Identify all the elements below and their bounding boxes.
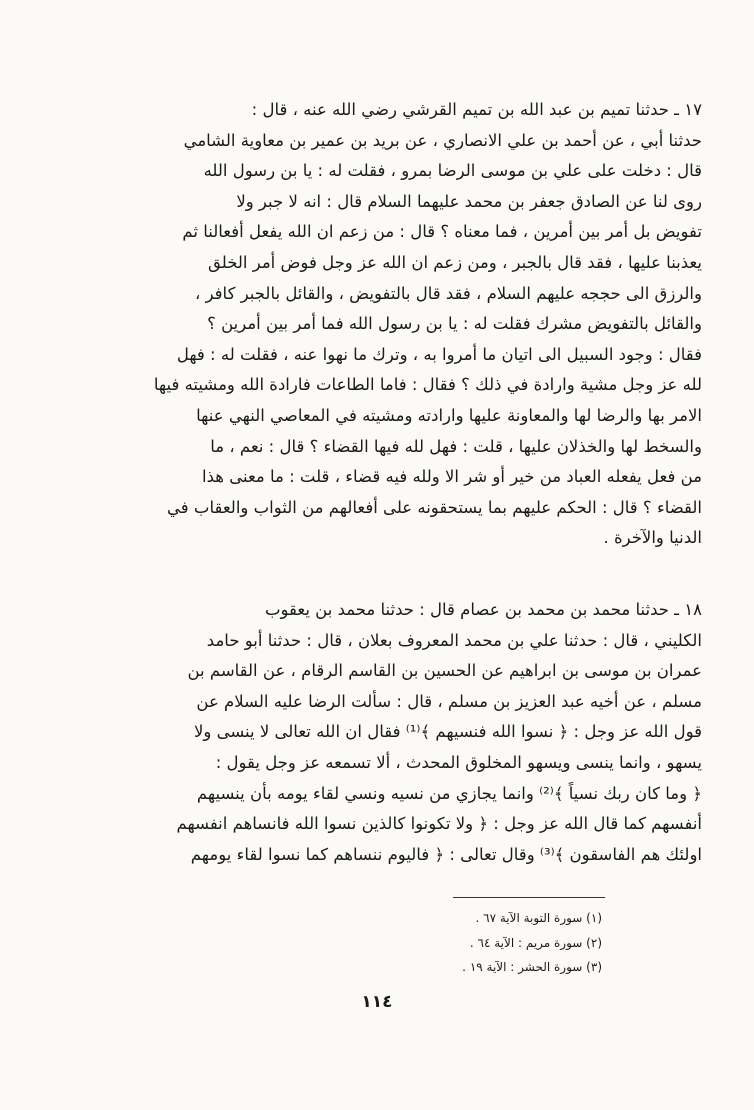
- text-line: يعذبنا عليها ، فقد قال بالجبر ، ومن زعم ان الله عز وجل فوض أمر الخلق: [207, 252, 702, 272]
- text-line: اولئك هم الفاسقون ﴾⁽³⁾ وقال تعالى : ﴿ فاليوم ننساهم كما نسوا لقاء يومهم: [190, 844, 702, 864]
- text-line: روى لنا عن الصادق جعفر بن محمد عليهما السلام قال : انه لا جبر ولا: [236, 191, 702, 211]
- text-line: مسلم ، عن أخيه عبد العزيز بن مسلم ، قال : سألت الرضا عليه السلام عن: [196, 691, 702, 711]
- text-line: الدنيا والآخرة .: [603, 528, 702, 548]
- text-line: والقائل بالتفويض مشرك فقلت له : يا بن رسول الله فما أمر بين أمرين ؟: [207, 314, 702, 334]
- text-line: ١٧ ـ حدثنا تميم بن عبد الله بن تميم القرشي رضي الله عنه ، قال :: [251, 100, 702, 119]
- text-line: من فعل يفعله العباد من خير أو شر الا ولله فيه قضاء ، قلت : ما معنى هذا: [202, 467, 702, 487]
- text-line: والسخط لها والخذلان عليها ، قلت : فهل لله فيها القضاء ؟ قال : نعم ، ما: [210, 436, 702, 456]
- text-line: لله عز وجل مشية وارادة في ذلك ؟ فقال : فاما الطاعات فارادة الله ومشيته فيها: [153, 375, 702, 395]
- text-line: قال : دخلت على علي بن موسى الرضا بمرو ، فقلت له : يا بن رسول الله: [203, 161, 702, 181]
- text-line: ﴿ وما كان ربك نسياً ﴾⁽²⁾ وانما يجازي من نسيه ونسي لقاء يومه بأن ينسيهم: [196, 783, 702, 803]
- text-line: أنفسهم كما قال الله عز وجل : ﴿ ولا تكونوا كالذين نسوا الله فانساهم انفسهم: [176, 814, 702, 834]
- footnote-item: (٣) سورة الحشر : الآية ١٩ .: [462, 960, 602, 974]
- footnote-divider: [453, 897, 605, 898]
- text-line: القضاء ؟ قال : الحكم عليهم بما يستحقونه على أفعالهم من الثواب والعقاب في: [167, 497, 702, 517]
- hadith-18-paragraph: [52, 595, 702, 870]
- text-line: والرزق الى حججه عليهم السلام ، فقد قال بالتفويض ، والقائل بالجبر كافر ،: [195, 283, 702, 303]
- text-line: الامر بها والرضا لها والمعاونة عليها وارادته ومشيته في المعاصي النهي عنها: [196, 405, 702, 425]
- text-line: تفويض بل أمر بين أمرين ، فما معناه ؟ قال : من زعم ان الله يفعل أفعالنا ثم: [182, 222, 702, 242]
- footnote-item: (١) سورة التوبة الآية ٦٧ .: [475, 911, 602, 925]
- text-line: الكليني ، قال : حدثنا علي بن محمد المعروف بعلان ، قال : حدثنا أبو حامد: [206, 630, 702, 650]
- text-line: ١٨ ـ حدثنا محمد بن محمد بن عصام قال : حدثنا محمد بن يعقوب: [264, 600, 702, 619]
- text-line: فقال : وجود السبيل الى اتيان ما أمروا به ، وترك ما نهوا عنه ، فقلت له : فهل: [176, 344, 702, 364]
- text-line: حدثنا أبي ، عن أحمد بن علي الانصاري ، عن بريد بن عمير بن معاوية الشامي: [183, 130, 702, 150]
- text-line: يسهو ، وانما ينسى ويسهو المخلوق المحدث ، ألا تسمعه عز وجل يقول :: [215, 752, 702, 772]
- hadith-17-paragraph: [52, 95, 702, 554]
- text-line: عمران بن موسى بن ابراهيم عن الحسين بن القاسم الرقام ، عن القاسم بن: [187, 661, 702, 681]
- footnote-item: (٢) سورة مريم : الآية ٦٤ .: [469, 935, 602, 950]
- footnotes: [300, 906, 602, 980]
- text-line: قول الله عز وجل : ﴿ نسوا الله فنسيهم ﴾⁽¹⁾ فقال ان الله تعالى لا ينسى ولا: [193, 722, 702, 742]
- page-number: ١١٤: [361, 992, 393, 1012]
